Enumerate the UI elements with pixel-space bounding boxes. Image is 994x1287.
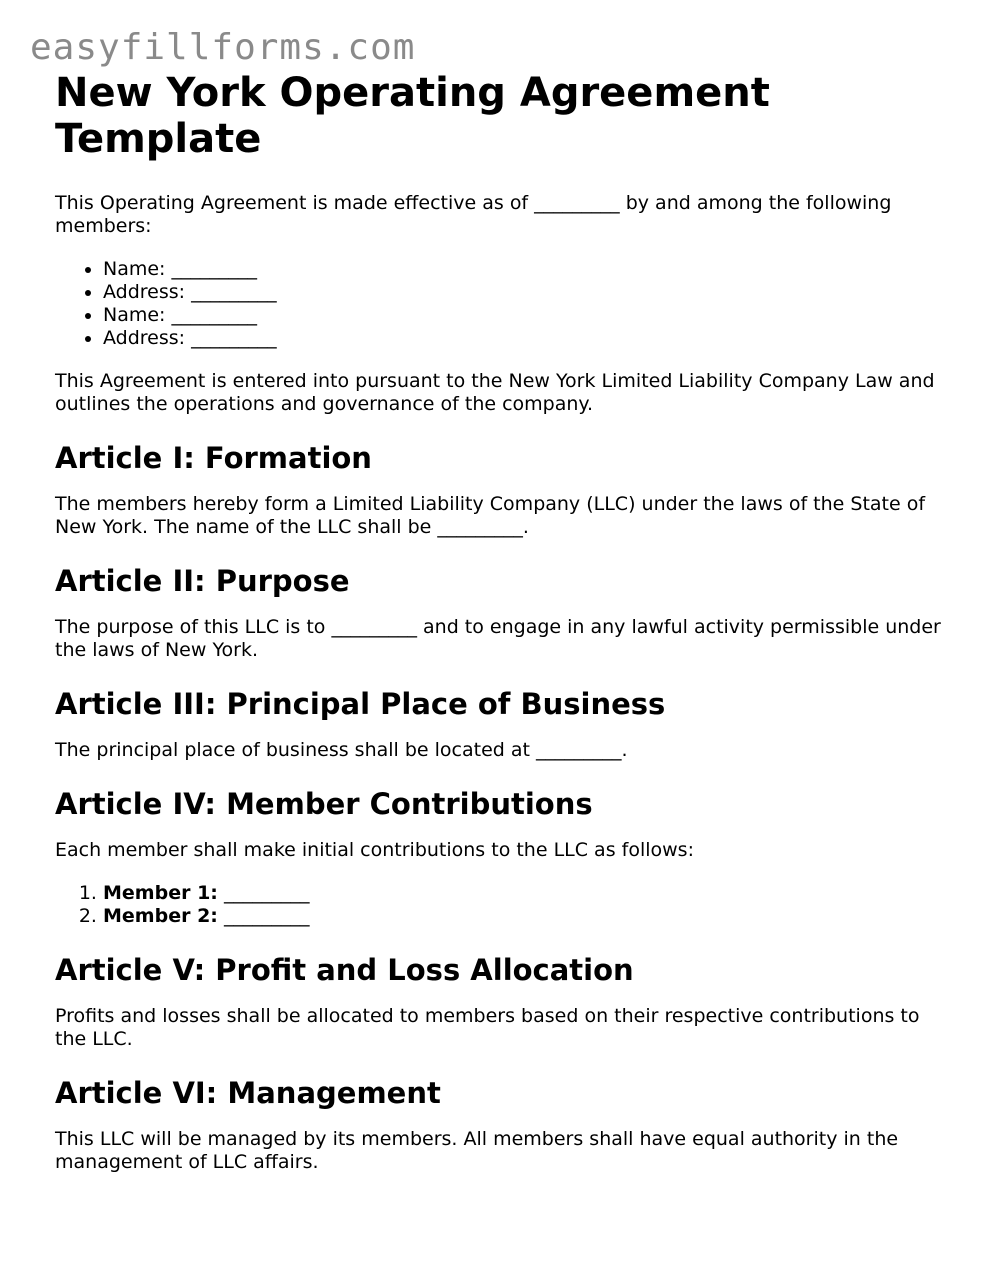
article-heading: Article VI: Management xyxy=(55,1076,441,1110)
article-text: The purpose of this LLC is to _________ and to engage in any lawful activity permissible under the laws of New York. xyxy=(55,616,941,661)
document xyxy=(55,70,945,1174)
article-6 xyxy=(55,1076,945,1174)
list-item: • Address: _________ xyxy=(103,327,945,350)
article-text: Each member shall make initial contributions to the LLC as follows: xyxy=(55,839,694,861)
article-4 xyxy=(55,787,945,928)
article-heading: Article III: Principal Place of Business xyxy=(55,687,666,721)
article-text: The principal place of business shall be located at _________. xyxy=(55,739,628,761)
watermark: easyfillforms.com xyxy=(30,27,416,68)
article-heading: Article I: Formation xyxy=(55,441,372,475)
members-list xyxy=(55,258,945,350)
page-title: New York Operating Agreement Template xyxy=(55,70,770,162)
article-text: The members hereby form a Limited Liability Company (LLC) under the laws of the State of New York. The name of the LLC shall be _________. xyxy=(55,493,926,538)
member-label: Member 2: xyxy=(103,905,218,927)
article-5 xyxy=(55,953,945,1051)
intro-paragraph: This Operating Agreement is made effective as of _________ by and among the following members: xyxy=(55,192,892,237)
article-heading: Article II: Purpose xyxy=(55,564,350,598)
contributions-list xyxy=(55,882,945,928)
list-item xyxy=(103,882,945,905)
list-item xyxy=(103,905,945,928)
law-paragraph: This Agreement is entered into pursuant to the New York Limited Liability Company Law and outlines the operations and governance of the company. xyxy=(55,370,935,415)
list-item: • Name: _________ xyxy=(103,304,945,327)
article-1 xyxy=(55,441,945,539)
article-heading: Article V: Profit and Loss Allocation xyxy=(55,953,634,987)
article-text: Profits and losses shall be allocated to members based on their respective contributions to the LLC. xyxy=(55,1005,920,1050)
member-blank: _________ xyxy=(223,905,310,927)
member-label: Member 1: xyxy=(103,882,218,904)
article-heading: Article IV: Member Contributions xyxy=(55,787,593,821)
article-text: This LLC will be managed by its members. All members shall have equal authority in the management of LLC affairs. xyxy=(55,1128,899,1173)
article-2 xyxy=(55,564,945,662)
list-item: • Name: _________ xyxy=(103,258,945,281)
article-3 xyxy=(55,687,945,762)
member-blank: _________ xyxy=(223,882,310,904)
list-item: • Address: _________ xyxy=(103,281,945,304)
